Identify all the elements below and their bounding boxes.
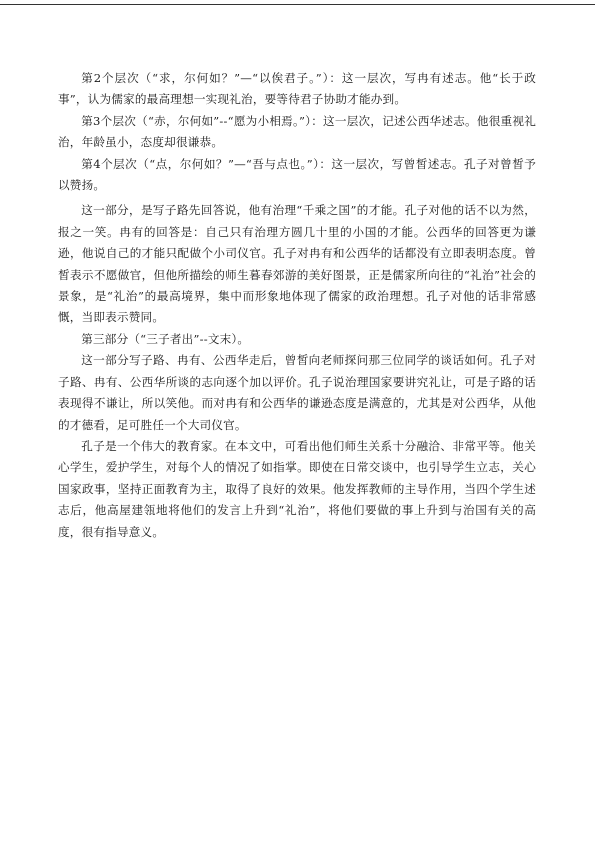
paragraph-section-summary: 这一部分，是写子路先回答说，他有治理“千乘之国”的才能。孔子对他的话不以为然，报之一笑。冉有的回答是：自己只有治理方圆几十里的小国的才能。公西华的回答更为谦逊，他说自己的才能只配做个小司仪官。孔子对冉有和公西华的话都没有立即表明态度。曾皙表示不愿做官，但他所描绘的师生暮春郊游的美好图景，正是儒家所向往的“礼治”社会的景象，是“礼治”的最高境界，集中而形象地体现了儒家的政治理想。孔子对他的话非常感慨，当即表示赞同。 <box>58 203 536 325</box>
paragraph-part-three-body: 这一部分写子路、冉有、公西华走后，曾皙向老师探问那三位同学的谈话如何。孔子对子路、冉有、公西华所谈的志向逐个加以评价。孔子说治理国家要讲究礼让，可是子路的话表现得不谦让，所以笑他。而对冉有和公西华的谦逊态度是满意的，尤其是对公西华，从他的才德看，足可胜任一个大司仪官。 <box>58 353 536 432</box>
paragraph-level-4: 第4个层次（“点，尔何如？”—“吾与点也。”）：这一层次，写曾皙述志。孔子对曾皙予以赞扬。 <box>58 156 536 193</box>
paragraph-level-2: 第2个层次（“求，尔何如？”—“以俟君子。”）：这一层次，写冉有述志。他“长于政事”，认为儒家的最高理想一实现礼治，要等待君子协助才能办到。 <box>58 71 536 107</box>
paragraph-level-3: 第3个层次（“赤，尔何如”--“愿为小相焉。”）：这一层次，记述公西华述志。他很重视礼治，年龄虽小，态度却很谦恭。 <box>58 113 536 150</box>
document-body <box>58 68 536 543</box>
paragraph-part-three-heading: 第三部分（“三子者出”--文末）。 <box>81 331 250 346</box>
paragraph-conclusion: 孔子是一个伟大的教育家。在本文中，可看出他们师生关系十分融洽、非常平等。他关心学生，爱护学生，对每个人的情况了如指掌。即使在日常交谈中，也引导学生立志，关心国家政事，坚持正面教育为主，取得了良好的效果。他发挥教师的主导作用，当四个学生述志后，他高屋建瓴地将他们的发言上升到“礼治”，将他们要做的事上升到与治国有关的高度，很有指导意义。 <box>58 438 536 539</box>
header-rule <box>0 4 595 5</box>
